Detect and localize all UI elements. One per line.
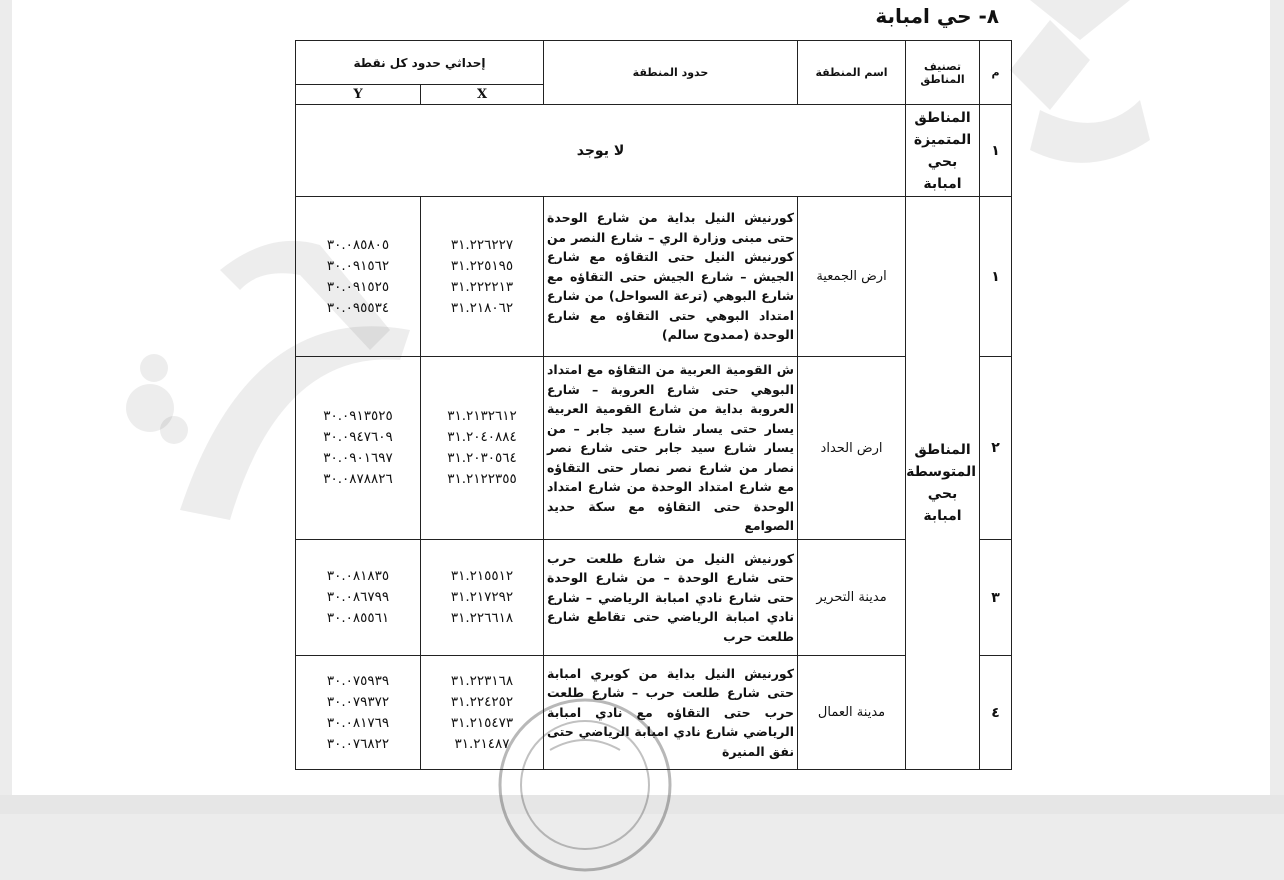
x-coordinates xyxy=(421,540,544,656)
coord-value: ٣١.٢٢٢٢١٣ xyxy=(450,278,514,295)
area-boundaries: كورنيش النيل من شارع طلعت حرب حتى شارع الوحدة – من شارع الوحدة حتى شارع نادي امبابة الرياضي – شارع نادي امبابة الرياضي حتى تقاطع شارع طلعت حرب xyxy=(544,540,798,656)
page-bottom-edge xyxy=(0,795,1284,814)
section-heading: ٨- حي امبابة xyxy=(875,4,999,28)
coord-value: ٣١.٢٠٤٠٨٨٤ xyxy=(447,429,517,445)
coord-value: ٣٠.٠٨٥٨٠٥ xyxy=(326,236,390,253)
coord-value: ٣١.٢١٥٥١٢ xyxy=(450,568,514,584)
none-text: لا يوجد xyxy=(296,105,906,197)
x-coordinates xyxy=(421,357,544,540)
table-row xyxy=(296,656,1012,770)
y-coordinates xyxy=(296,357,421,540)
table-header-row xyxy=(296,41,1012,85)
row-number: ٢ xyxy=(980,357,1012,540)
coord-value: ٣١.٢٠٣٠٥٦٤ xyxy=(447,450,517,466)
table-row xyxy=(296,357,1012,540)
header-x: X xyxy=(421,85,544,105)
coord-value: ٣١.٢١٣٢٦١٢ xyxy=(447,408,517,424)
area-name: ارض الحداد xyxy=(798,357,906,540)
coord-value: ٣٠.٠٨١٨٣٥ xyxy=(326,568,390,584)
coord-value: ٣١.٢١٨٠٦٢ xyxy=(450,299,514,316)
coord-value: ٣٠.٠٧٩٣٧٢ xyxy=(326,693,390,710)
area-name: ارض الجمعية xyxy=(798,197,906,357)
classification-medium: المناطق المتوسطة بحي امبابة xyxy=(906,197,980,770)
coord-value: ٣١.٢١٥٤٧٣ xyxy=(450,714,514,731)
coord-value: ٣٠.٠٨٦٧٩٩ xyxy=(326,589,390,605)
coord-value: ٣٠.٠٩١٣٥٢٥ xyxy=(323,408,393,424)
table-row xyxy=(296,540,1012,656)
x-coordinates xyxy=(421,656,544,770)
coord-value: ٣٠.٠٩٠١٦٩٧ xyxy=(323,450,393,466)
header-num: م xyxy=(980,41,1012,105)
row-number: ٤ xyxy=(980,656,1012,770)
classification-distinguished: المناطق المتميزة بحي امبابة xyxy=(906,105,980,197)
coord-value: ٣١.٢٢٣١٦٨ xyxy=(450,672,514,689)
y-coordinates xyxy=(296,197,421,357)
row-number: ١ xyxy=(980,105,1012,197)
row-number: ٣ xyxy=(980,540,1012,656)
coord-value: ٣٠.٠٨٥٥٦١ xyxy=(326,610,390,626)
coord-value: ٣١.٢١٤٨٧ xyxy=(454,735,510,752)
row-number: ١ xyxy=(980,197,1012,357)
area-boundaries: كورنيش النيل بداية من كوبري امبابة حتى شارع طلعت حرب – شارع طلعت حرب حتى التقاؤه مع نادي امبابة الرياضي شارع نادي امبابة الرياضي حتى نفق المنيرة xyxy=(544,656,798,770)
area-boundaries: كورنيش النيل بداية من شارع الوحدة حتى مبنى وزارة الري – شارع النصر من كورنيش النيل حتى التقاؤه مع شارع الجيش – شارع الجيش حتى التقاؤه مع شارع البوهي (ترعة السواحل) من شارع امتداد البوهي حتى التقاؤه مع شارع الوحدة (ممدوح سالم) xyxy=(544,197,798,357)
coord-value: ٣١.٢٢٦٢٢٧ xyxy=(450,236,514,253)
header-area-name: اسم المنطقة xyxy=(798,41,906,105)
coord-value: ٣١.٢١٢٢٣٥٥ xyxy=(447,471,517,487)
coord-value: ٣٠.٠٨٧٨٨٢٦ xyxy=(323,471,393,487)
table-row xyxy=(296,105,1012,197)
zones-table xyxy=(295,40,1012,770)
coord-value: ٣١.٢٢٤٢٥٢ xyxy=(450,693,514,710)
y-coordinates xyxy=(296,540,421,656)
header-boundaries: حدود المنطقة xyxy=(544,41,798,105)
coord-value: ٣٠.٠٩١٥٦٢ xyxy=(326,257,390,274)
x-coordinates xyxy=(421,197,544,357)
table-row xyxy=(296,197,1012,357)
coord-value: ٣١.٢٢٦٦١٨ xyxy=(450,610,514,626)
coord-value: ٣١.٢٢٥١٩٥ xyxy=(450,257,514,274)
header-classification: تصنيف المناطق xyxy=(906,41,980,105)
area-name: مدينة التحرير xyxy=(798,540,906,656)
area-name: مدينة العمال xyxy=(798,656,906,770)
coord-value: ٣٠.٠٨١٧٦٩ xyxy=(326,714,390,731)
coord-value: ٣٠.٠٩٤٧٦٠٩ xyxy=(323,429,393,445)
coord-value: ٣٠.٠٧٦٨٢٢ xyxy=(326,735,390,752)
coord-value: ٣١.٢١٧٢٩٢ xyxy=(450,589,514,605)
y-coordinates xyxy=(296,656,421,770)
header-y: Y xyxy=(296,85,421,105)
coord-value: ٣٠.٠٩٥٥٣٤ xyxy=(326,299,390,316)
area-boundaries: ش القومية العربية من التقاؤه مع امتداد البوهي حتى شارع العروبة – شارع العروبة بداية من شارع القومية العربية يسار حتى يسار شارع سيد جابر – من يسار شارع سيد جابر حتى شارع نصر نصار من شارع نصر نصار حتى التقاؤه مع شارع امتداد الوحدة من شارع امتداد الوحدة حتى التقاؤه مع سكة حديد الصوامع xyxy=(544,357,798,540)
header-coordinates: إحداثي حدود كل نقطة xyxy=(296,41,544,85)
coord-value: ٣٠.٠٩١٥٢٥ xyxy=(326,278,390,295)
coord-value: ٣٠.٠٧٥٩٣٩ xyxy=(326,672,390,689)
